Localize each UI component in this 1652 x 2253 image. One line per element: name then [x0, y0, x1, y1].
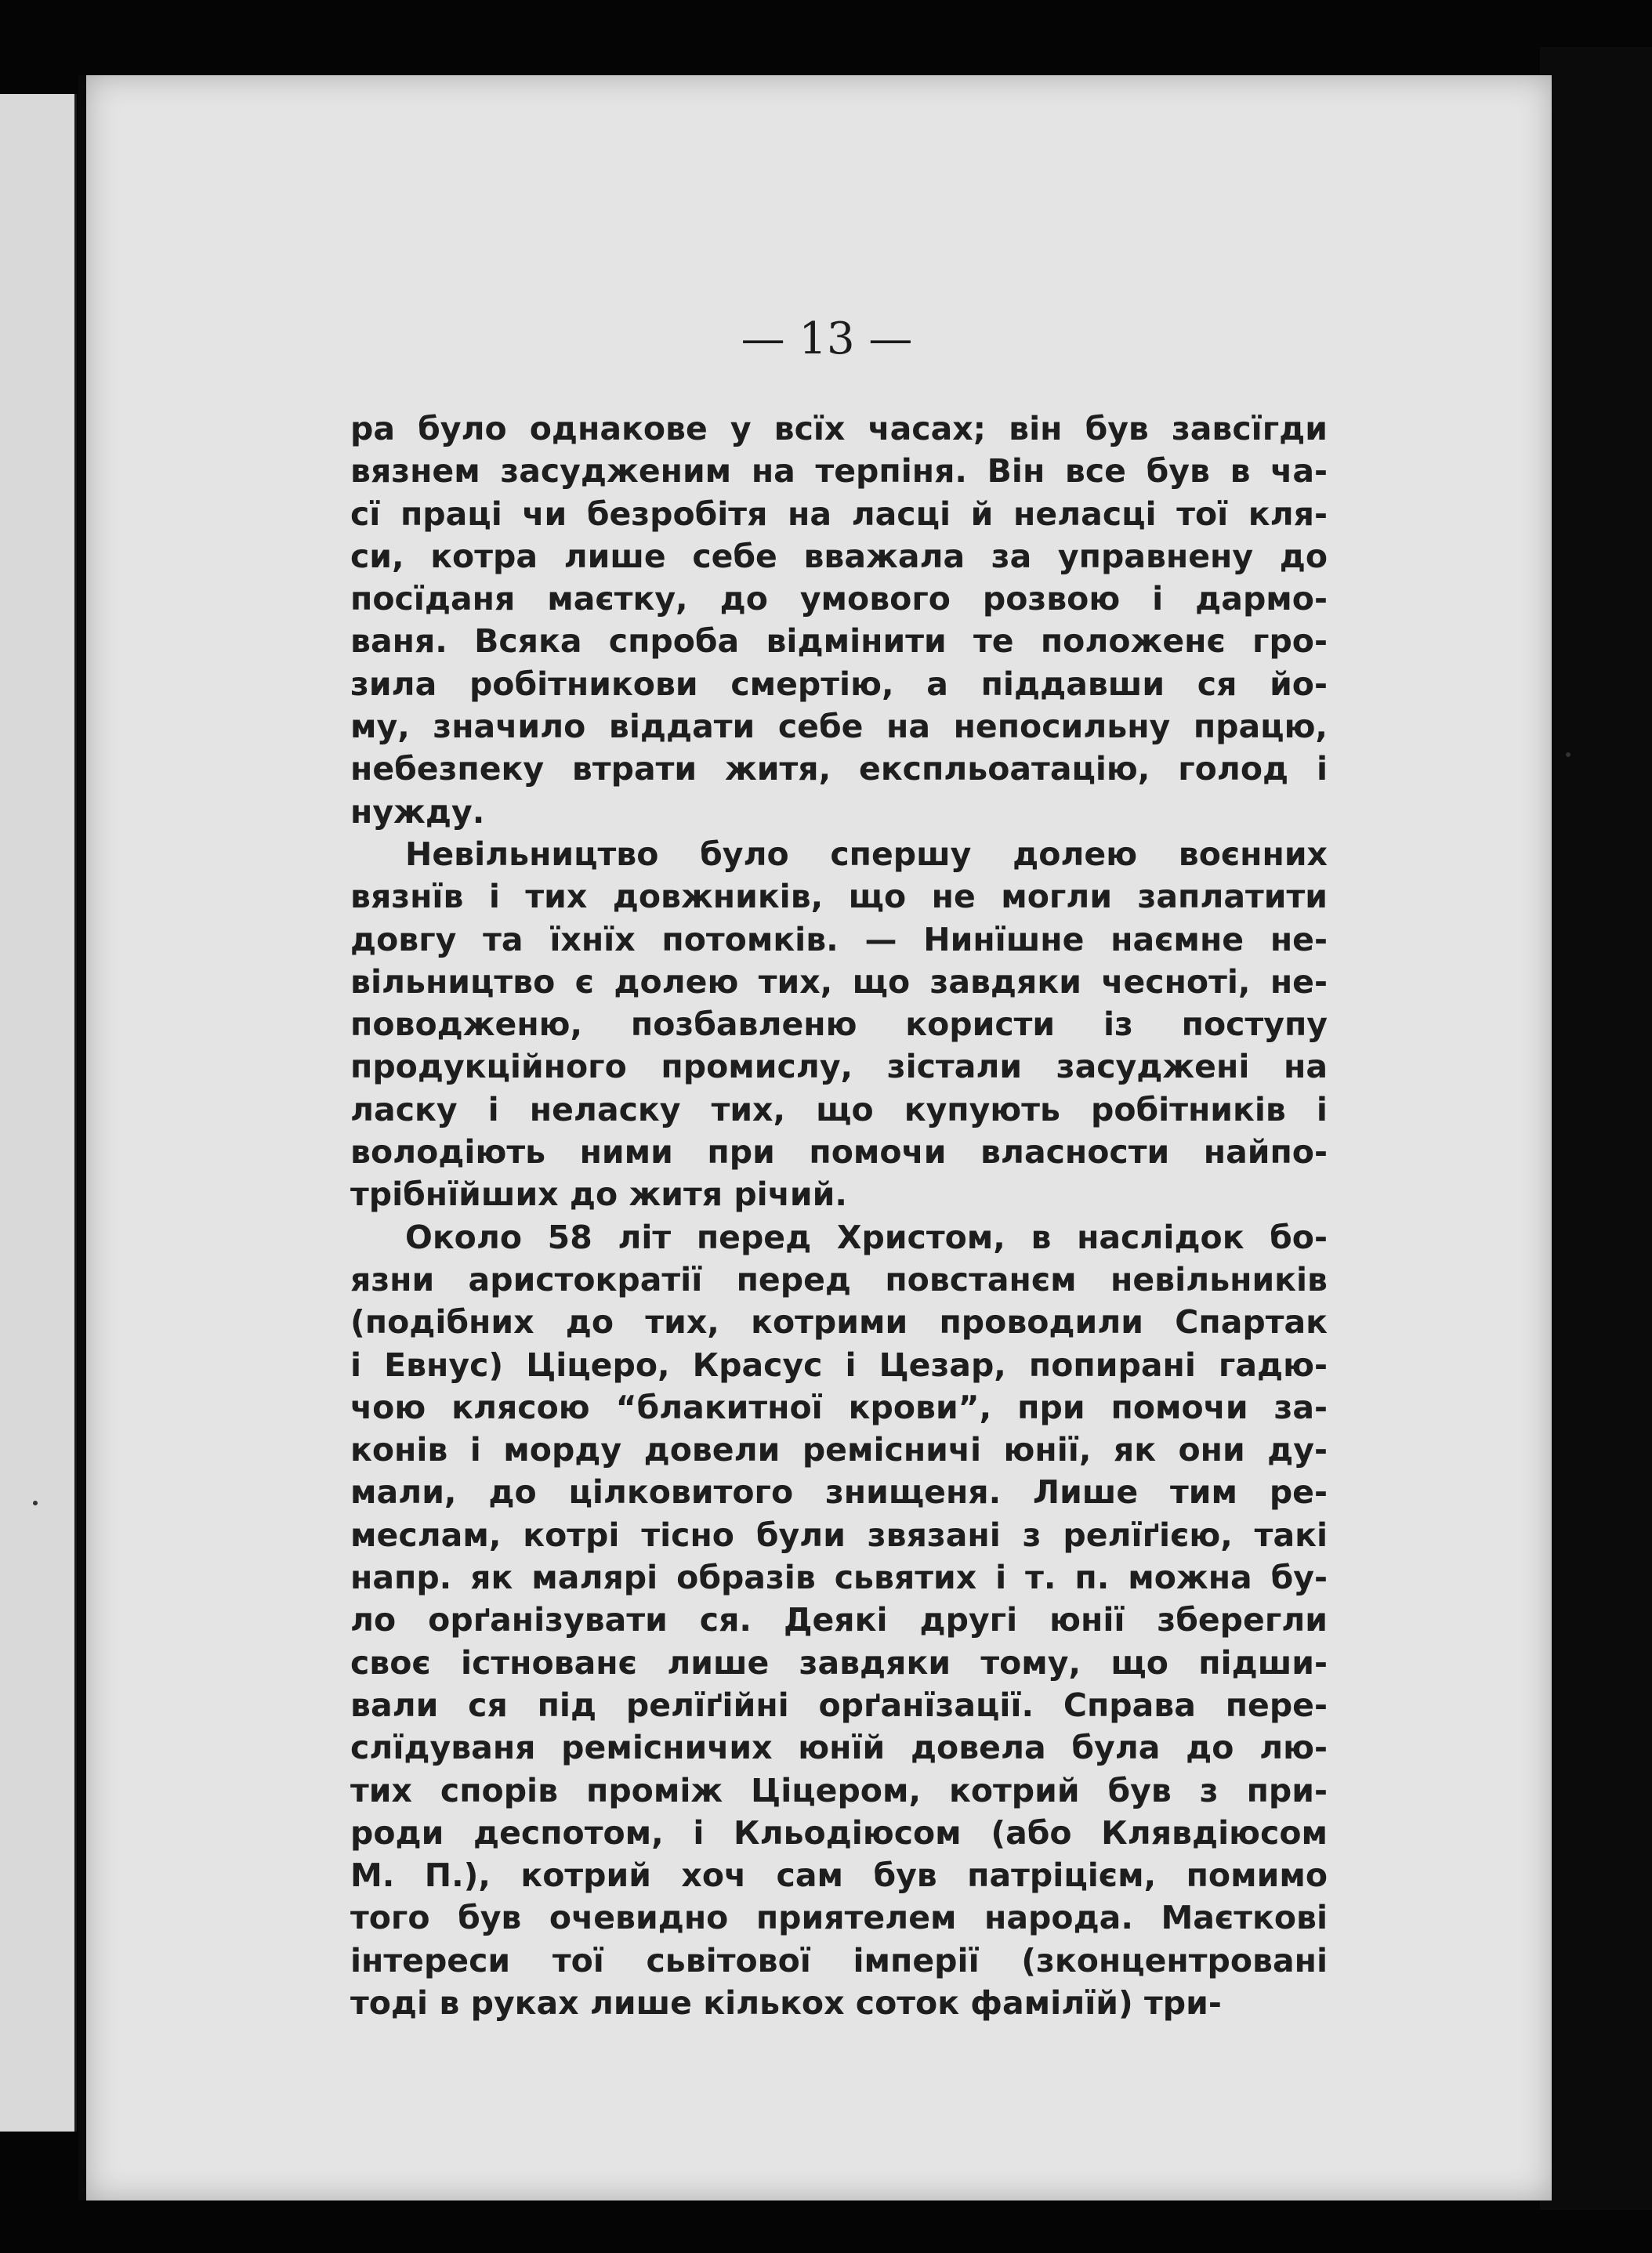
- text-line: небезпеку втрати житя, експльоатацію, голод і: [350, 750, 1328, 788]
- text-line: вільництво є долею тих, що завдяки чесноті, не-: [350, 962, 1328, 1001]
- text-line: конів і морду довели ремісничі юнії, як они ду-: [350, 1431, 1328, 1469]
- text-line: М. П.), котрий хоч сам був патріцієм, помимо: [350, 1856, 1328, 1895]
- text-line: продукційного промислу, зістали засуджені на: [350, 1048, 1328, 1086]
- text-line: чою клясою “блакитної крови”, при помочи за-: [350, 1388, 1328, 1426]
- text-line: вали ся під релїґійні орґанїзації. Справа пере-: [350, 1686, 1328, 1724]
- text-line: і Евнус) Ціцеро, Красус і Цезар, попирані гадю-: [350, 1346, 1328, 1384]
- text-line: вязнем засудженим на терпіня. Він все був в ча-: [350, 452, 1328, 491]
- text-line: інтереси тої сьвітової імперії (зконцентровані: [350, 1941, 1328, 1980]
- text-line: (подібних до тих, котрими проводили Спартак: [350, 1303, 1328, 1342]
- text-line: посїданя маєтку, до умового розвою і дармо-: [350, 580, 1328, 618]
- text-line: тих спорів проміж Ціцером, котрий був з при-: [350, 1771, 1328, 1809]
- text-line: Около 58 літ перед Христом, в наслідок бо-: [405, 1218, 1328, 1256]
- text-line: нужду.: [350, 792, 485, 831]
- text-line: володіють ними при помочи власности найпо-: [350, 1133, 1328, 1172]
- text-line: своє істнованє лише завдяки тому, що підши-: [350, 1643, 1328, 1682]
- text-line: довгу та їхнїх потомків. — Нинїшне наємне не-: [350, 920, 1328, 958]
- text-line: сї праці чи безробітя на ласці й неласці тої кля-: [350, 494, 1328, 533]
- text-line: тоді в руках лише кількох соток фамілїй) три-: [350, 1983, 1222, 2022]
- text-line: роди деспотом, і Кльодіюсом (або Клявдіюсом: [350, 1813, 1328, 1852]
- previous-page-edge: [0, 94, 77, 2132]
- text-line: ласку і неласку тих, що купують робітників і: [350, 1090, 1328, 1128]
- text-line: поводженю, позбавленю користи із поступу: [350, 1005, 1328, 1044]
- body-text: [350, 407, 1328, 2024]
- page-number: — 13 —: [741, 313, 913, 364]
- text-line: меслам, котрі тісно були звязані з релїґією, такі: [350, 1516, 1328, 1554]
- text-line: мали, до цілковитого знищеня. Лише тим ре-: [350, 1473, 1328, 1512]
- text-line: Невільництво було спершу долею воєнних: [405, 835, 1328, 873]
- text-line: язни аристократії перед повстанєм невільників: [350, 1260, 1328, 1299]
- book-spine-shadow: [1540, 47, 1652, 2210]
- text-line: зила робітникови смертію, а піддавши ся йо-: [350, 665, 1328, 703]
- text-line: ра було однакове у всїх часах; він був завсїгди: [350, 410, 1328, 447]
- text-line: слїдуваня ремісничих юнїй довела була до лю-: [350, 1729, 1328, 1767]
- text-line: му, значило віддати себе на непосильну працю,: [350, 708, 1328, 746]
- scan-speck: [33, 1501, 38, 1505]
- text-line: си, котра лише себе вважала за управнену до: [350, 537, 1328, 575]
- text-line: напр. як малярі образів сьвятих і т. п. можна бу-: [350, 1559, 1328, 1597]
- text-line: трібнїйших до житя річий.: [350, 1175, 847, 1214]
- scan-speck: [1566, 752, 1570, 757]
- text-line: ло орґанізувати ся. Деякі другі юнії зберегли: [350, 1601, 1328, 1639]
- text-line: того був очевидно приятелем народа. Маєткові: [350, 1899, 1328, 1937]
- text-line: вязнїв і тих довжників, що не могли заплатити: [350, 878, 1328, 916]
- text-line: ваня. Всяка спроба відмінити те положенє гро-: [350, 622, 1328, 661]
